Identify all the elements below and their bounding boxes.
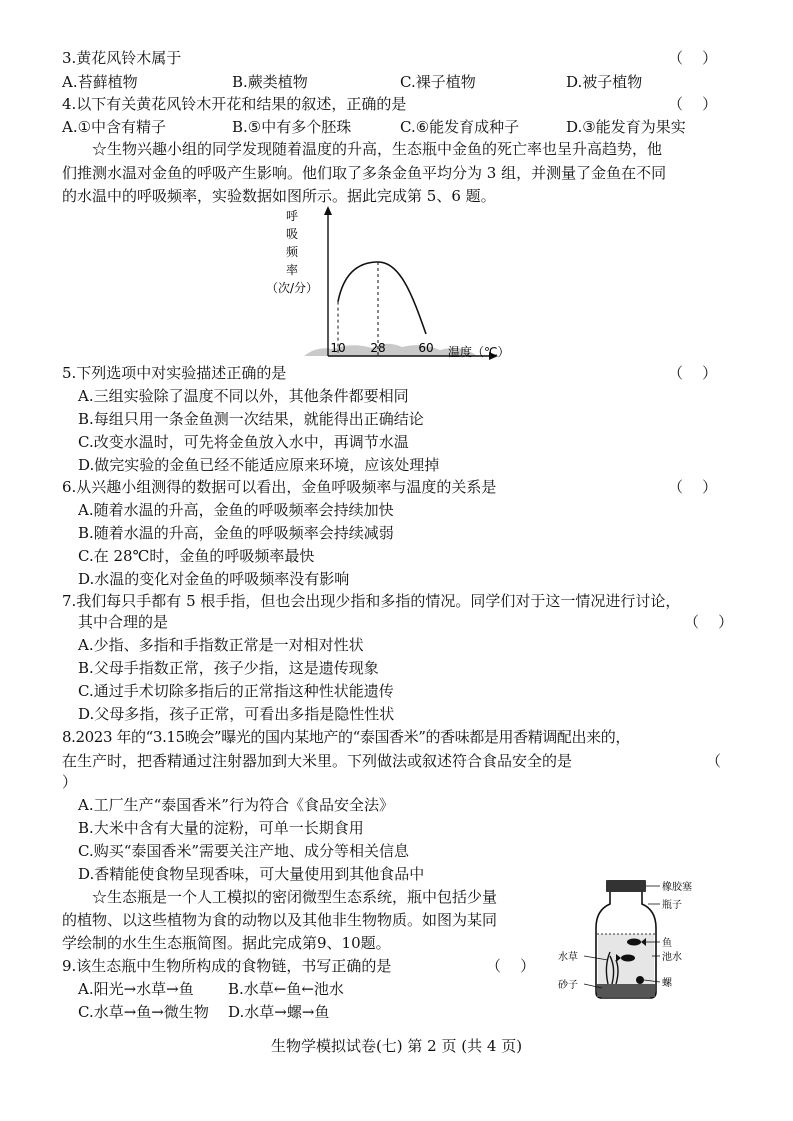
q7-option-c: C.通过手术切除多指后的正常指这种性状能遗传 <box>78 682 394 700</box>
q6-answer-paren: （ ） <box>668 478 718 496</box>
q4-option-d: D.③能发育为果实 <box>566 118 686 136</box>
q4-option-a: A.①中含有精子 <box>62 118 167 136</box>
q8-answer-paren-close: ） <box>62 773 78 791</box>
q6-option-d: D.水温的变化对金鱼的呼吸频率没有影响 <box>78 570 350 588</box>
q9-option-c: C.水草→鱼→微生物 <box>78 1003 209 1021</box>
q7-stem-line1: 7.我们每只手都有 5 根手指，但也会出现少指和多指的情况。同学们对于这一情况进行讨论， <box>62 592 681 610</box>
label-bottle: 瓶子 <box>662 900 682 911</box>
rubber-stopper <box>606 880 646 892</box>
graph-ylabel-char-3: 频 <box>285 245 299 259</box>
label-sand: 砂子 <box>558 980 578 991</box>
q8-answer-paren-open: （ <box>706 752 722 770</box>
page-footer: 生物学模拟试卷(七) 第 2 页 (共 4 页) <box>270 1037 523 1055</box>
q5-option-b: B.每组只用一条金鱼测一次结果，就能得出正确结论 <box>78 410 424 428</box>
q4-option-b: B.⑤中有多个胚珠 <box>232 118 352 136</box>
q8-option-d: D.香精能使食物呈现香味，可大量使用到其他食品中 <box>78 865 425 883</box>
intro-5-6-line1: ☆生物兴趣小组的同学发现随着温度的升高，生态瓶中金鱼的死亡率也呈升高趋势，他 <box>92 140 663 158</box>
q5-option-d: D.做完实验的金鱼已经不能适应原来环境，应该处理掉 <box>78 456 440 474</box>
q7-option-d: D.父母多指，孩子正常，可看出多指是隐性性状 <box>78 705 395 723</box>
q9-stem: 9.该生态瓶中生物所构成的食物链，书写正确的是 <box>62 957 392 975</box>
q3-option-a: A.苔藓植物 <box>62 73 138 91</box>
q3-stem: 3.黄花风铃木属于 <box>62 49 182 67</box>
q4-answer-paren: （ ） <box>668 95 718 113</box>
q3-option-d: D.被子植物 <box>566 73 643 91</box>
intro-9-10-line2: 的植物、以这些植物为食的动物以及其他非生物物质。如图为某同 <box>62 911 498 929</box>
q9-option-a: A.阳光→水草→鱼 <box>78 980 194 998</box>
q7-option-a: A.少指、多指和手指数正常是一对相对性状 <box>78 636 364 654</box>
snail-icon <box>636 976 644 984</box>
graph-y-arrow <box>324 206 332 215</box>
q7-answer-paren: （ ） <box>684 613 734 631</box>
q3-option-c: C.裸子植物 <box>400 73 476 91</box>
q6-stem: 6.从兴趣小组测得的数据可以看出，金鱼呼吸频率与温度的关系是 <box>62 478 497 496</box>
label-pond-water: 池水 <box>662 952 682 963</box>
intro-9-10-line3: 学绘制的水生生态瓶简图。据此完成第9、10题。 <box>62 934 391 952</box>
q5-answer-paren: （ ） <box>668 364 718 382</box>
eco-bottle-diagram <box>556 876 696 1006</box>
q8-option-c: C.购买“泰国香米”需要关注产地、成分等相关信息 <box>78 842 410 860</box>
q8-stem-line1: 8.2023 年的“3.15晚会”曝光的国内某地产的“泰国香米”的香味都是用香精调配出来的， <box>62 728 630 746</box>
q3-answer-paren: （ ） <box>668 49 718 67</box>
label-weed: 水草 <box>558 952 578 963</box>
respiration-temperature-graph <box>262 206 542 364</box>
q8-option-b: B.大米中含有大量的淀粉，可单一长期食用 <box>78 819 364 837</box>
q4-option-c: C.⑥能发育成种子 <box>400 118 520 136</box>
q4-stem: 4.以下有关黄花风铃木开花和结果的叙述，正确的是 <box>62 95 407 113</box>
graph-ylabel-char-2: 吸 <box>285 227 299 241</box>
q8-stem-line2: 在生产时，把香精通过注射器加到大米里。下列做法或叙述符合食品安全的是 <box>62 752 573 770</box>
graph-xlabel: 温度（℃） <box>448 345 510 359</box>
graph-xtick-10: 10 <box>330 341 346 355</box>
graph-curve <box>338 262 426 334</box>
graph-xtick-60: 60 <box>418 341 434 355</box>
label-snail: 螺 <box>662 978 672 989</box>
intro-5-6-line2: 们推测水温对金鱼的呼吸产生影响。他们取了多条金鱼平均分为 3 组，并测量了金鱼在不同 <box>62 164 667 182</box>
label-fish: 鱼 <box>662 938 672 949</box>
q7-stem-line2: 其中合理的是 <box>78 613 169 631</box>
q6-option-a: A.随着水温的升高，金鱼的呼吸频率会持续加快 <box>78 501 394 519</box>
intro-5-6-line3: 的水温中的呼吸频率，实验数据如图所示。据此完成第 5、6 题。 <box>62 187 496 205</box>
q9-option-d: D.水草→螺→鱼 <box>228 1003 330 1021</box>
intro-9-10-line1: ☆生态瓶是一个人工模拟的密闭微型生态系统，瓶中包括少量 <box>92 888 498 906</box>
graph-ylabel-char-1: 呼 <box>285 209 299 223</box>
q5-option-c: C.改变水温时，可先将金鱼放入水中，再调节水温 <box>78 433 409 451</box>
graph-xtick-28: 28 <box>370 341 386 355</box>
q5-option-a: A.三组实验除了温度不同以外，其他条件都要相同 <box>78 387 409 405</box>
q9-option-b: B.水草←鱼←池水 <box>228 980 344 998</box>
graph-ylabel-char-4: 率 <box>285 263 299 277</box>
graph-yunit: （次/分） <box>265 281 319 295</box>
q6-option-b: B.随着水温的升高，金鱼的呼吸频率会持续减弱 <box>78 524 394 542</box>
label-rubber-stopper: 橡胶塞 <box>662 882 692 893</box>
q3-option-b: B.蕨类植物 <box>232 73 308 91</box>
q9-answer-paren: （ ） <box>486 957 536 975</box>
q7-option-b: B.父母手指数正常，孩子少指，这是遗传现象 <box>78 659 379 677</box>
sand-layer <box>597 984 655 997</box>
q8-option-a: A.工厂生产“泰国香米”行为符合《食品安全法》 <box>78 796 394 814</box>
q5-stem: 5.下列选项中对实验描述正确的是 <box>62 364 287 382</box>
q6-option-c: C.在 28℃时，金鱼的呼吸频率最快 <box>78 547 315 565</box>
